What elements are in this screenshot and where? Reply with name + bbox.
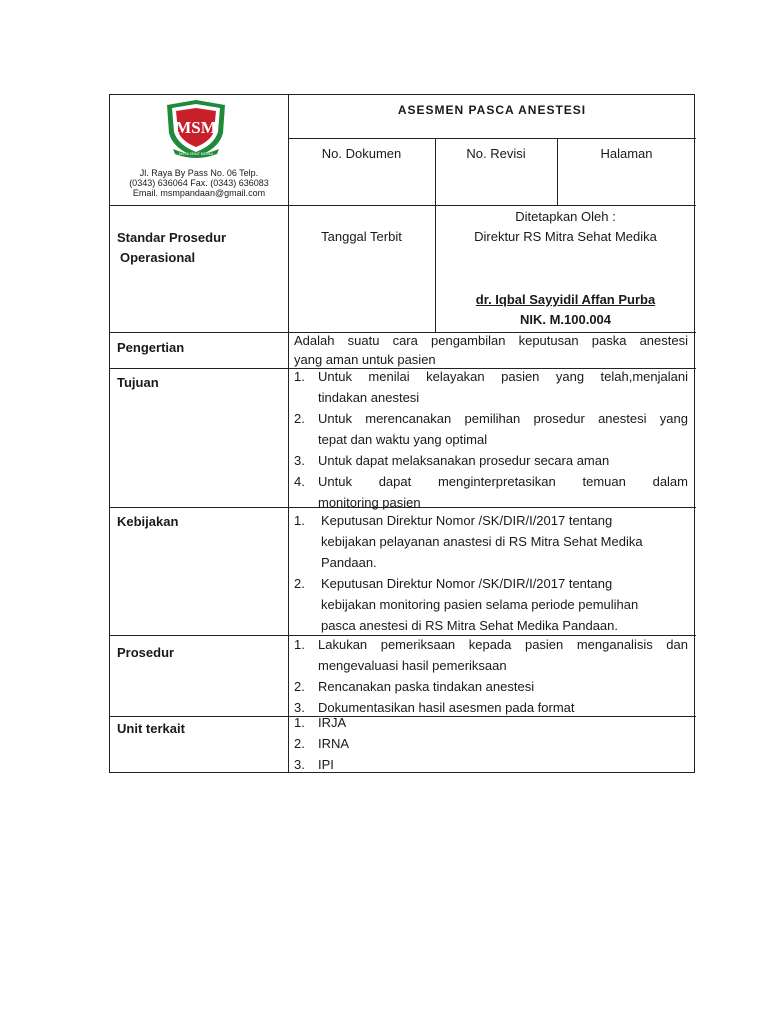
item-number: 3. xyxy=(294,757,305,772)
item-text: Rencanakan paska tindakan anestesi xyxy=(318,679,535,694)
director-nik: NIK. M.100.004 xyxy=(519,312,612,327)
item-text: tepat dan waktu yang optimal xyxy=(318,432,488,447)
item-number: 1. xyxy=(294,513,305,528)
prosedur-list xyxy=(294,634,688,718)
tanggal-terbit-label: Tanggal Terbit xyxy=(321,229,402,244)
sop-label: Standar Prosedur xyxy=(117,230,227,245)
item-text: Pandaan. xyxy=(321,555,377,570)
item-text: IRJA xyxy=(318,715,347,730)
item-text: kebijakan monitoring pasien selama periode pemulihan xyxy=(321,597,639,612)
list-item xyxy=(294,733,688,754)
list-item xyxy=(294,471,688,513)
list-item xyxy=(294,676,688,697)
prosedur-label: Prosedur xyxy=(117,645,175,660)
item-text: Keputusan Direktur Nomor /SK/DIR/I/2017 tentang xyxy=(321,576,613,591)
item-text: IRNA xyxy=(318,736,350,751)
item-text: Lakukan pemeriksaan kepada pasien menganalisis dan xyxy=(318,637,688,652)
halaman-label: Halaman xyxy=(600,146,653,161)
kebijakan-label: Kebijakan xyxy=(117,514,179,529)
list-item xyxy=(294,573,688,636)
item-text: monitoring pasien xyxy=(318,495,421,510)
list-item xyxy=(294,366,688,408)
item-text: Dokumentasikan hasil asesmen pada format xyxy=(318,700,575,715)
item-text: Untuk menilai kelayakan pasien yang telah,menjalani xyxy=(318,369,688,384)
item-number: 2. xyxy=(294,576,305,591)
item-text: tindakan anestesi xyxy=(318,390,420,405)
pengertian-text: Adalah suatu cara pengambilan keputusan paska anestesi xyxy=(294,333,688,348)
item-number: 2. xyxy=(294,679,305,694)
divider xyxy=(288,138,696,139)
item-text: Keputusan Direktur Nomor /SK/DIR/I/2017 tentang xyxy=(321,513,613,528)
list-item xyxy=(294,712,688,733)
tujuan-list xyxy=(294,366,688,513)
director-name: dr. Iqbal Sayyidil Affan Purba xyxy=(475,292,656,307)
director-title: Direktur RS Mitra Sehat Medika xyxy=(474,229,657,244)
logo-motto: MITRA SEHAT MEDIKA xyxy=(178,152,214,156)
sop-label: Operasional xyxy=(120,250,196,265)
pengertian-label: Pengertian xyxy=(117,340,185,355)
list-item xyxy=(294,754,688,775)
sop-document xyxy=(109,94,695,773)
divider xyxy=(288,95,289,773)
item-text: kebijakan pelayanan anastesi di RS Mitra Sehat Medika xyxy=(321,534,643,549)
list-item xyxy=(294,634,688,676)
address-line: (0343) 636064 Fax. (0343) 636083 xyxy=(129,178,269,188)
item-text: Untuk dapat melaksanakan prosedur secara aman xyxy=(318,453,610,468)
tujuan-label: Tujuan xyxy=(117,375,159,390)
unit-terkait-list xyxy=(294,712,688,775)
list-item xyxy=(294,450,688,471)
document-title: ASESMEN PASCA ANESTESI xyxy=(397,103,587,117)
item-text: Untuk dapat menginterpretasikan temuan dalam xyxy=(318,474,688,489)
item-text: Untuk merencanakan pemilihan prosedur anestesi yang xyxy=(318,411,688,426)
list-item xyxy=(294,408,688,450)
no-dokumen-label: No. Dokumen xyxy=(321,146,402,161)
item-number: 1. xyxy=(294,637,305,652)
item-text: IPI xyxy=(318,757,334,772)
item-number: 4. xyxy=(294,474,305,489)
item-text: mengevaluasi hasil pemeriksaan xyxy=(318,658,507,673)
pengertian-text: yang aman untuk pasien xyxy=(294,352,436,367)
item-number: 3. xyxy=(294,700,305,715)
kebijakan-list xyxy=(294,510,688,636)
no-revisi-label: No. Revisi xyxy=(466,146,526,161)
hospital-logo xyxy=(159,99,233,159)
unit-terkait-label: Unit terkait xyxy=(117,721,185,736)
ditetapkan-label: Ditetapkan Oleh : xyxy=(515,209,616,224)
list-item xyxy=(294,510,688,573)
item-number: 3. xyxy=(294,453,305,468)
email-line: Email. msmpandaan@gmail.com xyxy=(132,188,266,198)
item-number: 1. xyxy=(294,715,305,730)
address-line: Jl. Raya By Pass No. 06 Telp. xyxy=(139,168,259,178)
item-number: 1. xyxy=(294,369,305,384)
item-number: 2. xyxy=(294,736,305,751)
logo-letters: MSM xyxy=(175,118,217,137)
divider xyxy=(110,205,696,206)
item-number: 2. xyxy=(294,411,305,426)
item-text: pasca anestesi di RS Mitra Sehat Medika Pandaan. xyxy=(321,618,619,633)
